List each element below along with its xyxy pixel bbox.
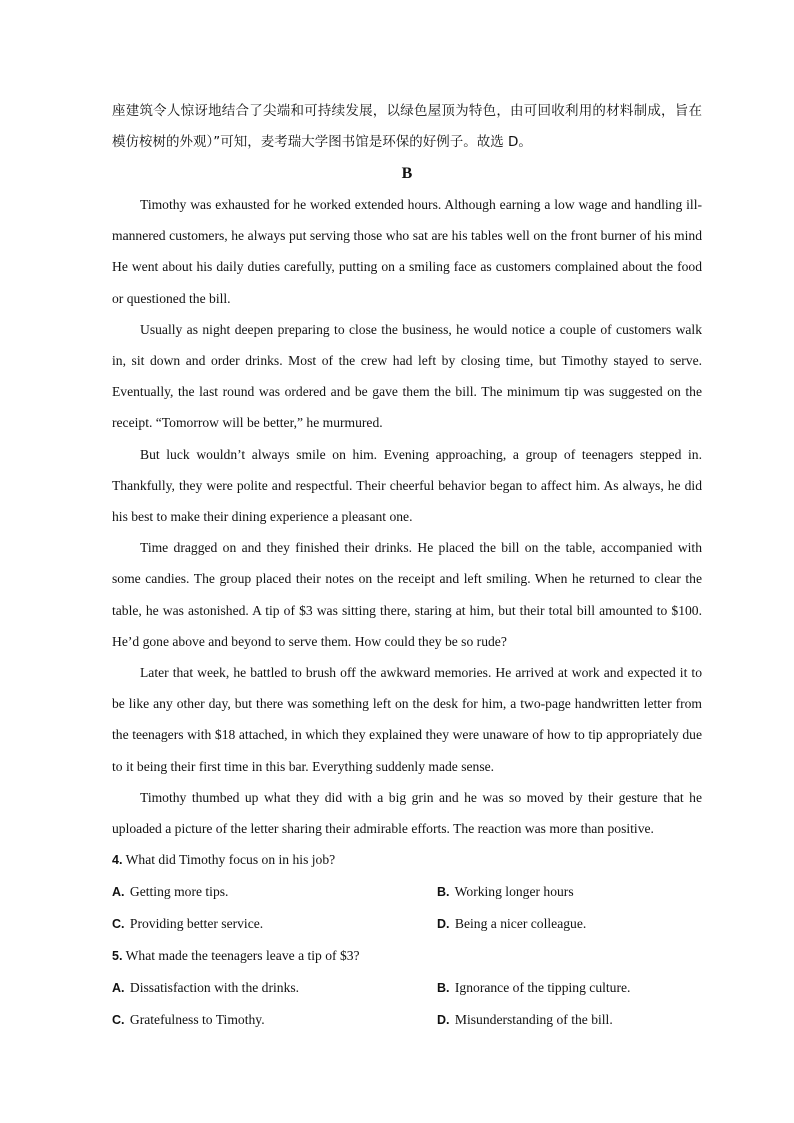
question-number: 5. <box>112 949 123 964</box>
passage-paragraph: But luck wouldn’t always smile on him. Evening approaching, a group of teenagers stepped in. Thankfully, they were polite and respectful. Their cheerful behavior began to affect him. As always, he did his best to make their dining experience a pleasant one. <box>112 446 702 525</box>
question-4 <box>112 844 702 940</box>
answer-options <box>112 972 702 1036</box>
option-letter: D. <box>437 917 450 932</box>
option-text: Dissatisfaction with the drinks. <box>129 980 300 996</box>
question-text: What did Timothy focus on in his job? <box>125 852 336 868</box>
passage-paragraph: Later that week, he battled to brush off the awkward memories. He arrived at work and expected it to be like any other day, but there was something left on the desk for him, a two-page handwritten letter from the teenagers with $18 attached, in which they explained they were unaware of how to tip appropriately due to it being their first time in this bar. Everything suddenly made sense. <box>112 665 702 774</box>
passage-paragraph: Timothy was exhausted for he worked extended hours. Although earning a low wage and handling ill-mannered customers, he always put serving those who sat are his tables well on the front burner of his mind He went about his daily duties carefully, putting on a smiling face as customers complained about the food or questioned the bill. <box>112 197 702 306</box>
option-letter: C. <box>112 1013 125 1028</box>
option-d[interactable] <box>437 908 702 940</box>
option-letter: A. <box>112 885 125 900</box>
option-letter: D. <box>437 1013 450 1028</box>
option-letter: A. <box>112 981 125 996</box>
option-text: Getting more tips. <box>129 884 229 900</box>
option-c[interactable] <box>112 908 437 940</box>
passage-paragraph: Timothy thumbed up what they did with a big grin and he was so moved by their gesture that he uploaded a picture of the letter sharing their admirable efforts. The reaction was more than positive. <box>112 789 702 837</box>
section-title: B <box>401 165 413 182</box>
passage-paragraph: Usually as night deepen preparing to close the business, he would notice a couple of customers walk in, sit down and order drinks. Most of the crew had left by closing time, but Timothy stayed to serve. Eventually, the last round was ordered and be gave them the bill. The minimum tip was suggested on the receipt. “Tomorrow will be better,” he murmured. <box>112 321 702 431</box>
option-text: Working longer hours <box>454 884 574 900</box>
answer-explanation: 座建筑令人惊讶地结合了尖端和可持续发展，以绿色屋顶为特色，由可回收利用的材料制成，旨在模仿桉树的外观）”可知，麦考瑞大学图书馆是环保的好例子。故选 D。 <box>112 103 702 150</box>
option-a[interactable] <box>112 876 437 908</box>
option-letter: C. <box>112 917 125 932</box>
option-a[interactable] <box>112 972 437 1004</box>
option-text: Gratefulness to Timothy. <box>129 1012 265 1028</box>
question-stem <box>112 844 702 876</box>
option-text: Ignorance of the tipping culture. <box>454 980 631 996</box>
option-text: Misunderstanding of the bill. <box>454 1012 613 1028</box>
option-letter: B. <box>437 885 450 900</box>
question-stem <box>112 940 702 972</box>
option-text: Providing better service. <box>129 916 264 932</box>
question-5 <box>112 940 702 1036</box>
question-number: 4. <box>112 853 123 868</box>
passage-paragraph: Time dragged on and they finished their drinks. He placed the bill on the table, accompanied with some candies. The group placed their notes on the receipt and left smiling. When he returned to clear the table, he was astonished. A tip of $3 was sitting there, staring at him, but their total bill amounted to $100. He’d gone above and beyond to serve them. How could they be so rude? <box>112 540 702 649</box>
option-text: Being a nicer colleague. <box>454 916 587 932</box>
option-b[interactable] <box>437 876 702 908</box>
option-letter: B. <box>437 981 450 996</box>
document-page <box>112 96 702 1036</box>
option-c[interactable] <box>112 1004 437 1036</box>
option-d[interactable] <box>437 1004 702 1036</box>
option-b[interactable] <box>437 972 702 1004</box>
reading-passage <box>112 189 702 844</box>
answer-options <box>112 876 702 940</box>
question-text: What made the teenagers leave a tip of $3? <box>125 948 360 964</box>
